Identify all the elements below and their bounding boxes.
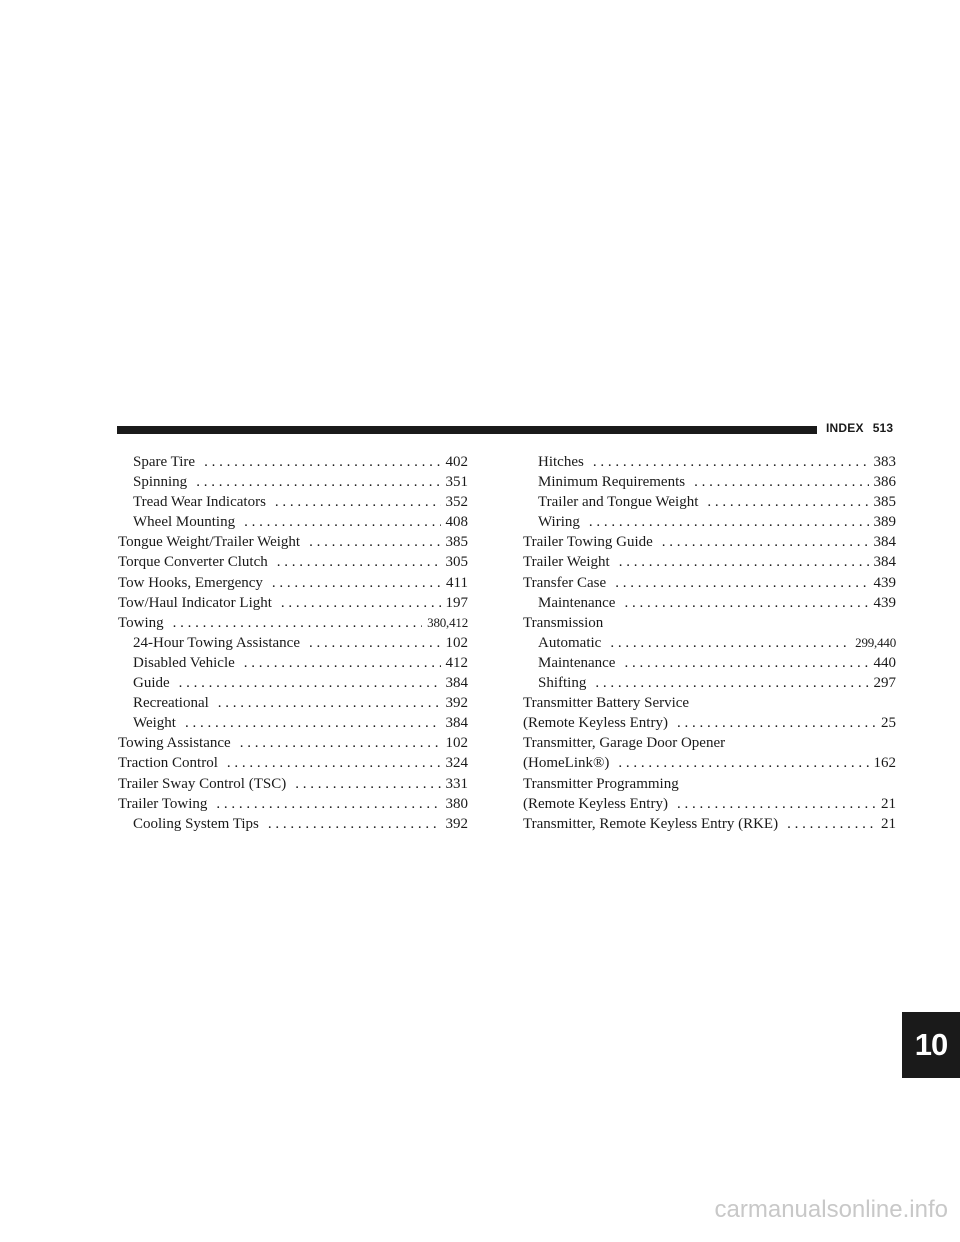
index-entry[interactable] xyxy=(118,774,468,794)
index-entry[interactable] xyxy=(523,774,896,794)
dot-leader xyxy=(618,753,868,773)
index-entry-label: Automatic xyxy=(538,634,602,651)
index-entry-page: 408 xyxy=(445,514,468,531)
index-entry-label: (HomeLink®) xyxy=(523,755,610,772)
index-entry[interactable] xyxy=(118,633,468,653)
index-entry-label: Tongue Weight/Trailer Weight xyxy=(118,534,301,551)
dot-leader xyxy=(173,613,423,633)
index-entry[interactable] xyxy=(118,512,468,532)
index-entry-page: 402 xyxy=(445,454,468,470)
index-entry-page: 384 xyxy=(873,534,896,551)
index-entry-label: Tow Hooks, Emergency xyxy=(118,574,263,591)
index-entry[interactable] xyxy=(118,613,468,633)
index-entry[interactable] xyxy=(118,814,468,834)
index-entry[interactable] xyxy=(118,753,468,773)
index-entry[interactable] xyxy=(523,593,896,613)
index-entry-page: 385 xyxy=(445,534,468,551)
index-entry-page: 384 xyxy=(445,715,468,732)
dot-leader xyxy=(309,633,441,653)
header-page-number: 513 xyxy=(872,421,894,435)
running-header xyxy=(826,421,893,435)
index-entry-label: Weight xyxy=(133,715,176,732)
dot-leader xyxy=(277,552,441,572)
index-entry[interactable] xyxy=(118,532,468,552)
index-entry[interactable] xyxy=(523,512,896,532)
index-entry-label: Trailer and Tongue Weight xyxy=(538,494,699,511)
index-entry[interactable] xyxy=(523,693,896,713)
dot-leader xyxy=(309,532,440,552)
header-section-title: INDEX xyxy=(826,421,864,435)
index-entry[interactable] xyxy=(118,733,468,753)
index-entry-label: Trailer Weight xyxy=(523,554,610,571)
index-entry[interactable] xyxy=(118,653,468,673)
dot-leader xyxy=(268,814,441,834)
index-entry-page: 297 xyxy=(873,675,896,692)
index-entry-label: Wiring xyxy=(538,514,580,531)
index-entry[interactable] xyxy=(118,552,468,572)
index-column-left xyxy=(118,452,468,834)
dot-leader xyxy=(244,512,440,532)
dot-leader xyxy=(281,593,441,613)
index-entry[interactable] xyxy=(118,673,468,693)
dot-leader xyxy=(244,653,441,673)
index-entry-page: 411 xyxy=(446,574,468,591)
index-entry-page: 384 xyxy=(873,554,896,571)
index-entry-page: 299,440 xyxy=(855,634,896,650)
dot-leader xyxy=(694,472,868,492)
index-entry-label: Tread Wear Indicators xyxy=(133,494,266,511)
index-entry-page: 439 xyxy=(873,594,896,611)
dot-leader xyxy=(624,653,868,673)
index-entry-label: Minimum Requirements xyxy=(538,474,686,491)
index-entry-label: Trailer Sway Control (TSC) xyxy=(118,775,287,792)
header-rule xyxy=(117,426,817,434)
index-entry-page: 380 xyxy=(445,795,468,812)
dot-leader xyxy=(624,593,868,613)
index-entry-label: Trailer Towing Guide xyxy=(523,534,653,551)
dot-leader xyxy=(595,673,868,693)
index-entry-label: Torque Converter Clutch xyxy=(118,554,268,571)
index-entry-label: Cooling System Tips xyxy=(133,815,259,832)
index-entry-label: Trailer Towing xyxy=(118,795,208,812)
index-entry[interactable] xyxy=(523,733,896,753)
dot-leader xyxy=(619,552,869,572)
index-entry-label: Wheel Mounting xyxy=(133,514,236,531)
index-entry-page: 324 xyxy=(445,755,468,772)
index-entry-label: Transmitter, Remote Keyless Entry (RKE) xyxy=(523,815,779,832)
index-entry[interactable] xyxy=(523,532,896,552)
index-entry[interactable] xyxy=(523,814,896,834)
index-entry-page: 380,412 xyxy=(427,614,468,630)
index-entry-page: 352 xyxy=(445,494,468,511)
index-entry-label: Transmitter Battery Service xyxy=(523,695,690,712)
index-entry[interactable] xyxy=(523,452,896,472)
index-entry[interactable] xyxy=(523,794,896,814)
dot-leader xyxy=(662,532,869,552)
index-entry-page: 412 xyxy=(445,654,468,671)
dot-leader xyxy=(295,774,440,794)
dot-leader xyxy=(227,753,441,773)
index-entry-label: Tow/Haul Indicator Light xyxy=(118,594,272,611)
dot-leader xyxy=(275,492,441,512)
index-entry-page: 392 xyxy=(445,695,468,712)
index-entry-page: 392 xyxy=(445,815,468,832)
dot-leader xyxy=(216,794,440,814)
index-entry[interactable] xyxy=(523,673,896,693)
index-entry-label: Spare Tire xyxy=(133,454,196,470)
index-entry-page: 102 xyxy=(445,735,468,752)
index-entry[interactable] xyxy=(118,593,468,613)
dot-leader xyxy=(179,673,441,693)
dot-leader xyxy=(707,492,868,512)
index-entry-page: 351 xyxy=(445,474,468,491)
index-entry-label: Maintenance xyxy=(538,654,616,671)
index-entry[interactable] xyxy=(118,794,468,814)
index-entry-page: 21 xyxy=(881,795,896,812)
index-entry-page: 21 xyxy=(881,815,896,832)
index-entry-page: 439 xyxy=(873,574,896,591)
index-entry[interactable] xyxy=(523,492,896,512)
dot-leader xyxy=(589,512,869,532)
index-entry-label: (Remote Keyless Entry) xyxy=(523,795,668,812)
index-entry-label: Transmission xyxy=(523,614,604,631)
dot-leader xyxy=(185,713,441,733)
index-entry[interactable] xyxy=(118,573,468,593)
index-entry-label: Transmitter Programming xyxy=(523,775,679,792)
index-entry-label: Hitches xyxy=(538,454,584,470)
dot-leader xyxy=(677,713,876,733)
index-entry[interactable] xyxy=(523,653,896,673)
index-entry[interactable] xyxy=(523,472,896,492)
index-entry[interactable] xyxy=(523,613,896,633)
index-entry[interactable] xyxy=(523,633,896,653)
index-entry-page: 389 xyxy=(873,514,896,531)
index-entry-page: 383 xyxy=(873,454,896,470)
index-entry[interactable] xyxy=(118,693,468,713)
index-entry[interactable] xyxy=(118,452,468,472)
index-column-right xyxy=(523,452,896,834)
index-entry-label: Spinning xyxy=(133,474,188,491)
dot-leader xyxy=(240,733,441,753)
index-entry-page: 385 xyxy=(873,494,896,511)
index-entry-page: 102 xyxy=(445,634,468,651)
index-entry-page: 197 xyxy=(445,594,468,611)
index-entry-page: 440 xyxy=(873,654,896,671)
index-entry-label: Traction Control xyxy=(118,755,218,772)
dot-leader xyxy=(677,794,876,814)
dot-leader xyxy=(272,573,441,593)
index-entry-page: 386 xyxy=(873,474,896,491)
index-entry-label: Transmitter, Garage Door Opener xyxy=(523,735,726,752)
index-entry-label: (Remote Keyless Entry) xyxy=(523,715,668,732)
index-entry-label: 24-Hour Towing Assistance xyxy=(133,634,300,651)
index-entry-label: Towing Assistance xyxy=(118,735,231,752)
dot-leader xyxy=(615,573,868,593)
index-entry-page: 384 xyxy=(445,675,468,692)
index-entry-page: 305 xyxy=(445,554,468,571)
index-entry-label: Disabled Vehicle xyxy=(133,654,235,671)
dot-leader xyxy=(610,633,850,653)
dot-leader xyxy=(787,814,876,834)
index-entry-label: Transfer Case xyxy=(523,574,607,591)
dot-leader xyxy=(593,452,869,472)
index-entry[interactable] xyxy=(118,713,468,733)
index-entry[interactable] xyxy=(118,472,468,492)
index-entry-page: 331 xyxy=(445,775,468,792)
index-entry[interactable] xyxy=(523,552,896,572)
index-entry-page: 25 xyxy=(881,715,896,732)
index-entry[interactable] xyxy=(523,753,896,773)
index-entry-label: Shifting xyxy=(538,675,587,692)
index-entry-label: Towing xyxy=(118,614,164,631)
watermark: carmanualsonline.info xyxy=(714,1196,948,1223)
index-entry-page: 162 xyxy=(873,755,896,772)
dot-leader xyxy=(196,472,440,492)
dot-leader xyxy=(218,693,441,713)
dot-leader xyxy=(204,452,440,472)
index-entry-label: Maintenance xyxy=(538,594,616,611)
chapter-tab[interactable]: 10 xyxy=(902,1012,960,1078)
index-entry[interactable] xyxy=(523,573,896,593)
index-entry-label: Guide xyxy=(133,675,170,692)
index-entry-label: Recreational xyxy=(133,695,209,712)
index-entry[interactable] xyxy=(118,492,468,512)
index-entry[interactable] xyxy=(523,713,896,733)
